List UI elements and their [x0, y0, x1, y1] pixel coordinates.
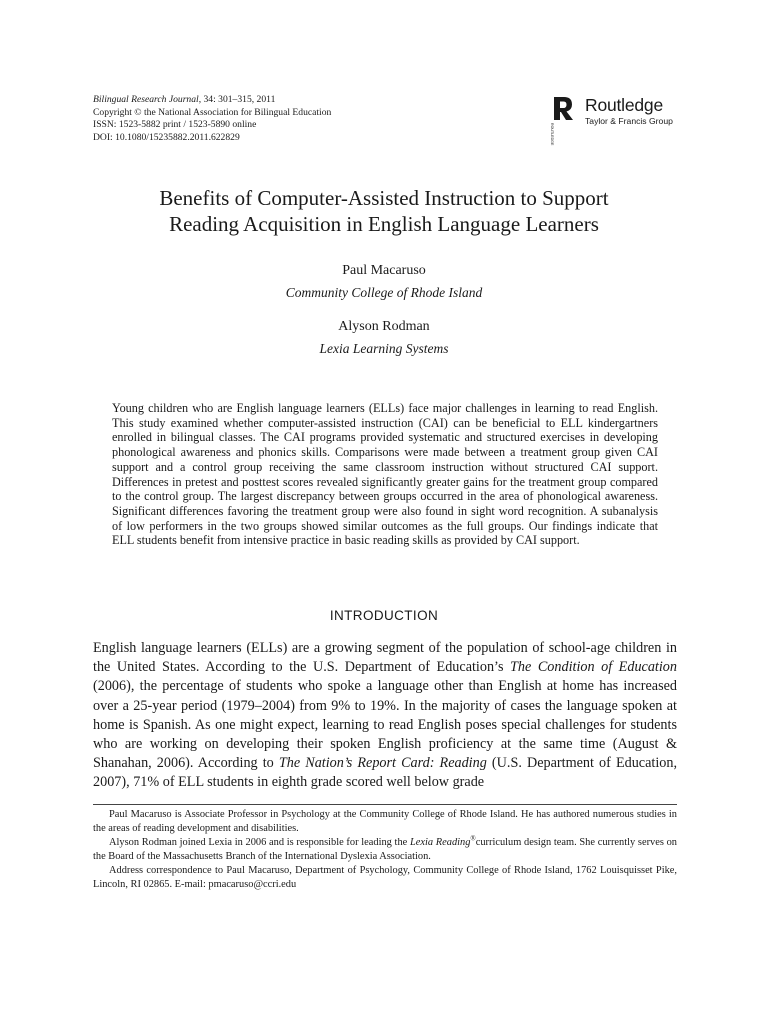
title-line-2: Reading Acquisition in English Language Learners — [169, 212, 599, 236]
routledge-logo-icon — [550, 96, 577, 146]
intro-text-3: (U.S. Department of Education, 2007), 71% of ELL students in eighth grade scored well below grade — [93, 755, 678, 791]
article-title — [80, 185, 688, 237]
doi-line: DOI: 10.1080/15235882.2011.622829 — [93, 131, 240, 143]
author-name-1: Paul Macaruso — [342, 263, 426, 278]
intro-text-2: (2006), the percentage of students who spoke a language other than English at home has increased over a 25-year period (1979–2004) from 9% to 19%. In the majority of cases the language spoken at home is Spanish. As one might expect, learning to read English poses special challenges for students who are working on developing their spoken English proficiency at the same time (August & Shanahan, 2006). According to — [93, 678, 677, 772]
journal-citation-line — [93, 94, 453, 107]
author-affiliation-2: Lexia Learning Systems — [319, 341, 449, 356]
author-affiliation-1: Community College of Rhode Island — [285, 285, 483, 300]
footnote-correspondence: Address correspondence to Paul Macaruso, Department of Psychology, Community College of Rhode Island, 1762 Louisquisset Pike, Lincoln, RI 02865. E-mail: pmacaruso@ccri.edu — [93, 865, 677, 890]
abstract: Young children who are English language learners (ELLs) face major challenges in learning to read English. This study examined whether computer-assisted instruction (CAI) can be beneficial to ELL kindergartners enrolled in bilingual classes. The CAI programs provided systematic and structured exercises in developing phonological awareness and phonics skills. Comparisons were made between a treatment group given CAI support and a control group receiving the same classroom instruction without structured CAI support. Differences in pretest and posttest scores revealed significantly greater gains for the treatment group compared to the control group. The largest discrepancy between groups occurred in the area of phonological awareness. Significant differences favoring the treatment group were also found in sight word recognition. A subanalysis of low performers in the two groups showed similar outcomes as the full groups. Our findings indicate that ELL students benefit from intensive practice in basic reading skills as provided by CAI support. — [112, 401, 658, 548]
section-heading-introduction: INTRODUCTION — [329, 608, 439, 623]
publisher-mark-text: ROUTLEDGE — [550, 123, 554, 146]
journal-metadata — [93, 94, 453, 144]
title-line-1: Benefits of Computer-Assisted Instruction to Support — [159, 186, 609, 210]
copyright-line: Copyright © the National Association for Bilingual Education — [93, 106, 332, 118]
footnote-divider — [93, 804, 677, 805]
footnote-author-1: Paul Macaruso is Associate Professor in Psychology at the Community College of Rhode Island. He has authored numerous studies in the areas of reading development and disabilities. — [93, 809, 677, 834]
introduction-paragraph — [93, 639, 677, 793]
footnote-2-text-b: curriculum design team. She currently serves on the Board of the Massachusetts Branch of the International Dyslexia Association. — [93, 837, 678, 862]
footnotes — [93, 808, 677, 892]
footnote-author-2 — [93, 836, 677, 864]
registered-mark: ® — [470, 834, 476, 843]
intro-citation-nations-report-card: The Nation’s Report Card: Reading — [278, 755, 487, 772]
footnote-2-text-a: Alyson Rodman joined Lexia in 2006 and is responsible for leading the — [109, 837, 410, 848]
author-name-2: Alyson Rodman — [338, 319, 430, 334]
journal-citation: , 34: 301–315, 2011 — [198, 94, 276, 105]
footnote-2-product-name: Lexia Reading — [409, 837, 471, 848]
intro-citation-condition-of-education: The Condition of Education — [510, 659, 677, 676]
publisher-name: Routledge — [585, 95, 663, 115]
publisher-logo — [550, 95, 691, 146]
intro-text-1: English language learners (ELLs) are a growing segment of the population of school-age children in the United States. According to the U.S. Department of Education’s — [93, 640, 677, 676]
publisher-group: Taylor & Francis Group — [585, 116, 673, 126]
journal-name: Bilingual Research Journal — [93, 94, 199, 105]
issn-line: ISSN: 1523-5882 print / 1523-5890 online — [93, 119, 257, 131]
